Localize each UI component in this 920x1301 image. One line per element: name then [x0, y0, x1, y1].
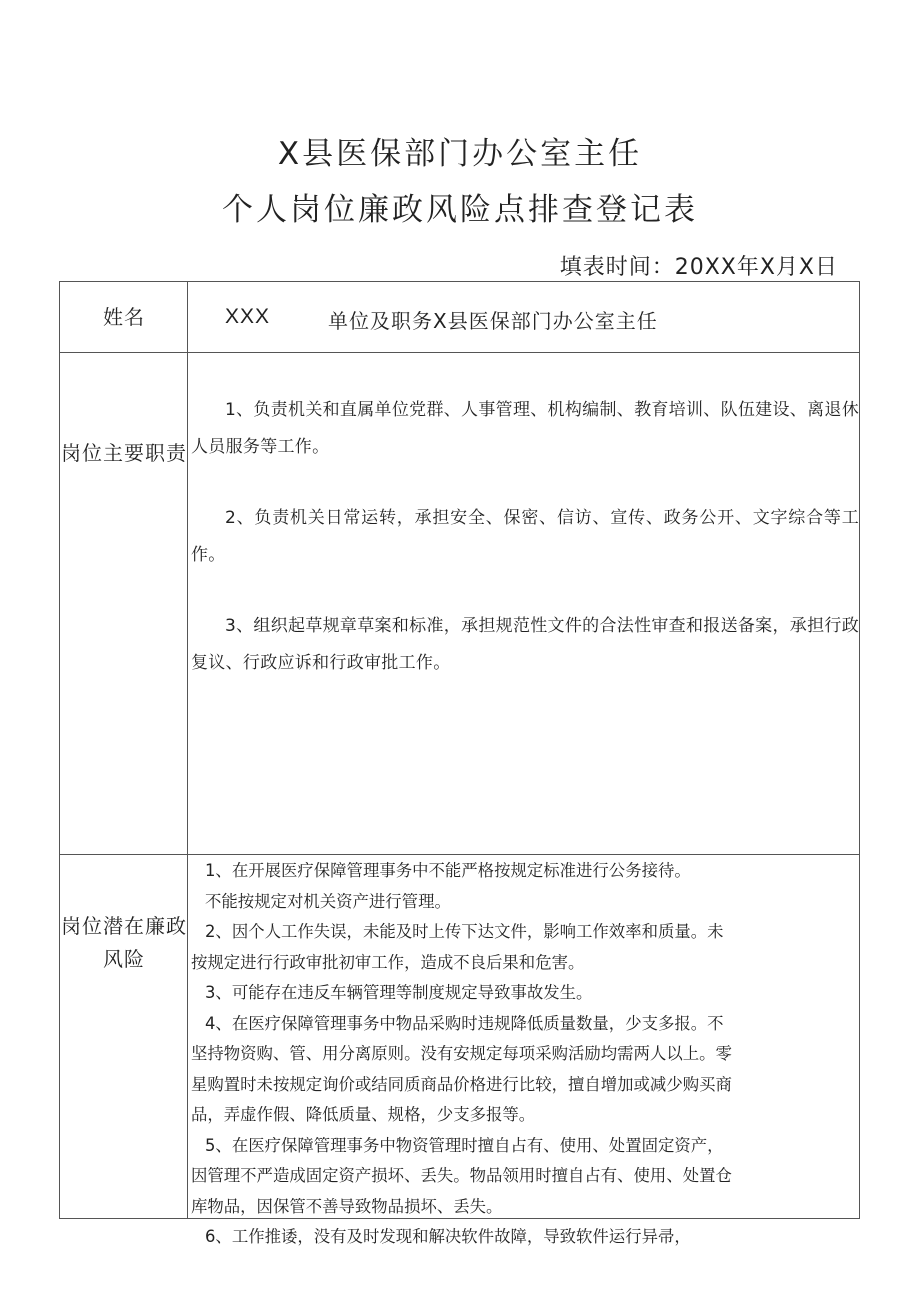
- duty-item: 1、负责机关和直属单位党群、人事管理、机构编制、教育培训、队伍建设、离退休人员服务等工作。: [191, 400, 859, 457]
- column-divider: [187, 282, 188, 1218]
- registration-table: [59, 281, 860, 1246]
- risk-line: 因管理不严造成固定资产损坏、丢失。物品领用时擅自占有、使用、处置仓: [191, 1166, 732, 1185]
- risk-line: 4、在医疗保障管理事务中物品采购时违规降低质量数量，少支多报。不: [205, 1013, 724, 1033]
- position-value: 单位及职务X县医保部门办公室主任: [328, 309, 658, 333]
- risk-line: 星购置时未按规定询价或结同质商品价格进行比较，擅自增加或减少购买商: [191, 1074, 732, 1094]
- risks-label: 岗位潜在廉政风险: [61, 914, 187, 971]
- risk-line: 3、可能存在违反车辆管理等制度规定导致事故发生。: [205, 983, 593, 1002]
- risk-line: 品，弄虚作假、降低质量、规格，少支多报等。: [191, 1105, 536, 1124]
- document-title-line2: 个人岗位廉政风险点排查登记表: [222, 192, 698, 228]
- document-title-line1: X县医保部门办公室主任: [277, 136, 643, 172]
- risk-line: 库物品，因保管不善导致物品损坏、丢失。: [191, 1196, 503, 1216]
- fill-date: 填表时间：20XX年X月X日: [559, 255, 838, 280]
- risk-line: 不能按规定对机关资产进行管理。: [205, 891, 451, 911]
- risk-line: 2、因个人工作失误，未能及时上传下达文件，影响工作效率和质量。未: [205, 922, 724, 941]
- name-value: XXX: [225, 305, 271, 328]
- risks-list: [191, 856, 857, 1253]
- duty-item: 2、负责机关日常运转，承担安全、保密、信访、宣传、政务公开、文字综合等工作。: [191, 508, 859, 565]
- risk-line: 1、在开展医疗保障管理事务中不能严格按规定标准进行公务接待。: [205, 861, 691, 880]
- risk-line: 按规定进行行政审批初审工作，造成不良后果和危害。: [191, 952, 585, 972]
- duties-label: 岗位主要职责: [61, 441, 187, 465]
- row-divider-name: [60, 352, 859, 353]
- row-divider-duties: [60, 854, 859, 855]
- risk-line: 坚持物资购、管、用分离原则。没有安规定每项采购活励均需两人以上。零: [191, 1044, 732, 1063]
- duty-item: 3、组织起草规章草案和标准，承担规范性文件的合法性审查和报送备案，承担行政复议、行政应诉和行政审批工作。: [191, 616, 859, 673]
- name-label: 姓名: [103, 305, 145, 329]
- risk-line: 5、在医疗保障管理事务中物资管理时擅自占有、使用、处置固定资产，: [205, 1135, 724, 1155]
- risk-line: 6、工作推诿，没有及时发现和解决软件故障，导致软件运行异帚，: [205, 1227, 691, 1246]
